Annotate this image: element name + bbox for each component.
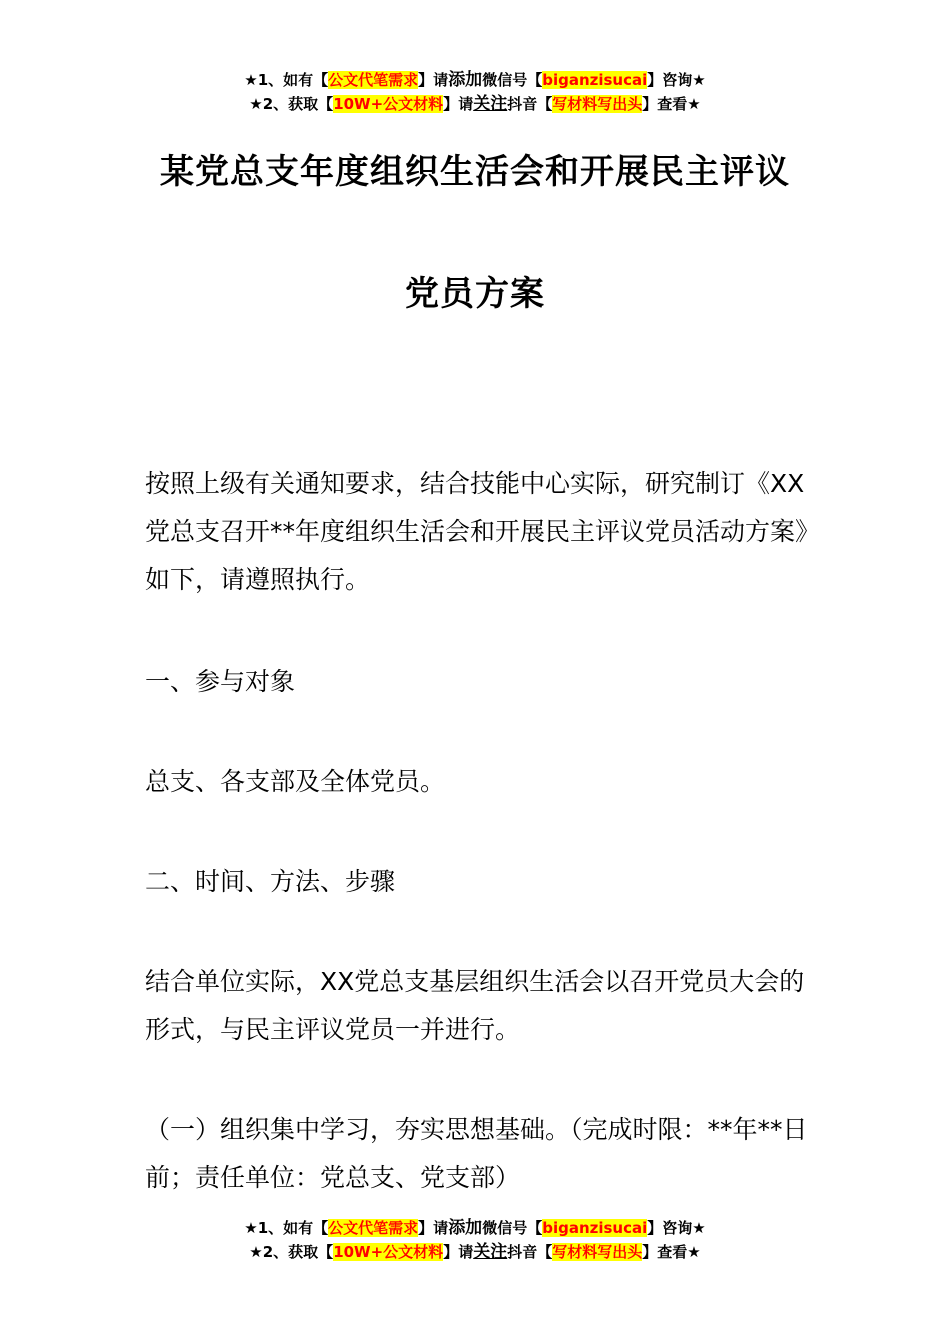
banner-text: 】请 <box>443 1243 474 1261</box>
section-1-heading: 一、参与对象 <box>145 667 296 696</box>
section-2-body: 结合单位实际，XX党总支基层组织生活会以召开党员大会的形式，与民主评议党员一并进行。 <box>145 967 805 1044</box>
highlight-douyin-account: 写材料写出头 <box>552 1243 643 1261</box>
highlight-wechat-id: biganzisucai <box>542 1219 648 1237</box>
banner-text: 抖音【 <box>507 1243 553 1261</box>
banner-emphasis: 关注 <box>473 94 508 114</box>
banner-text: 】咨询★ <box>647 71 706 89</box>
highlight-writing-service: 公文代笔需求 <box>328 1219 419 1237</box>
banner-text: 微信号【 <box>482 71 543 89</box>
subsection-1: （一）组织集中学习，夯实思想基础。（完成时限：**年**日前；责任单位：党总支、党支部） <box>145 1115 808 1192</box>
document-title-line-1: 某党总支年度组织生活会和开展民主评议 <box>160 152 790 192</box>
section-1-body: 总支、各支部及全体党员。 <box>145 767 446 796</box>
banner-text: 】查看★ <box>642 95 701 113</box>
banner-text: 微信号【 <box>482 1219 543 1237</box>
highlight-writing-service: 公文代笔需求 <box>328 71 419 89</box>
top-banner <box>0 68 950 116</box>
highlight-douyin-account: 写材料写出头 <box>552 95 643 113</box>
banner-text: ★1、如有【 <box>244 1219 329 1237</box>
intro-paragraph: 按照上级有关通知要求，结合技能中心实际，研究制订《XX党总支召开**年度组织生活会和开展民主评议党员活动方案》如下，请遵照执行。 <box>145 469 808 594</box>
document-title-line-2: 党员方案 <box>405 274 545 314</box>
banner-line-1 <box>0 68 950 92</box>
banner-emphasis: 关注 <box>473 1242 508 1262</box>
banner-line-1 <box>0 1216 950 1240</box>
banner-emphasis: 添加 <box>448 1218 483 1238</box>
banner-text: ★2、获取【 <box>249 95 334 113</box>
banner-text: 】查看★ <box>642 1243 701 1261</box>
section-2-heading: 二、时间、方法、步骤 <box>145 867 396 896</box>
banner-text: 】请 <box>443 95 474 113</box>
highlight-materials: 10W+公文材料 <box>333 1243 444 1261</box>
banner-text: ★1、如有【 <box>244 71 329 89</box>
banner-line-2 <box>0 1240 950 1264</box>
banner-text: 抖音【 <box>507 95 553 113</box>
highlight-materials: 10W+公文材料 <box>333 95 444 113</box>
banner-text: ★2、获取【 <box>249 1243 334 1261</box>
bottom-banner <box>0 1216 950 1264</box>
banner-text: 】请 <box>418 71 449 89</box>
banner-text: 】请 <box>418 1219 449 1237</box>
banner-line-2 <box>0 92 950 116</box>
banner-text: 】咨询★ <box>647 1219 706 1237</box>
highlight-wechat-id: biganzisucai <box>542 71 648 89</box>
banner-emphasis: 添加 <box>448 70 483 90</box>
